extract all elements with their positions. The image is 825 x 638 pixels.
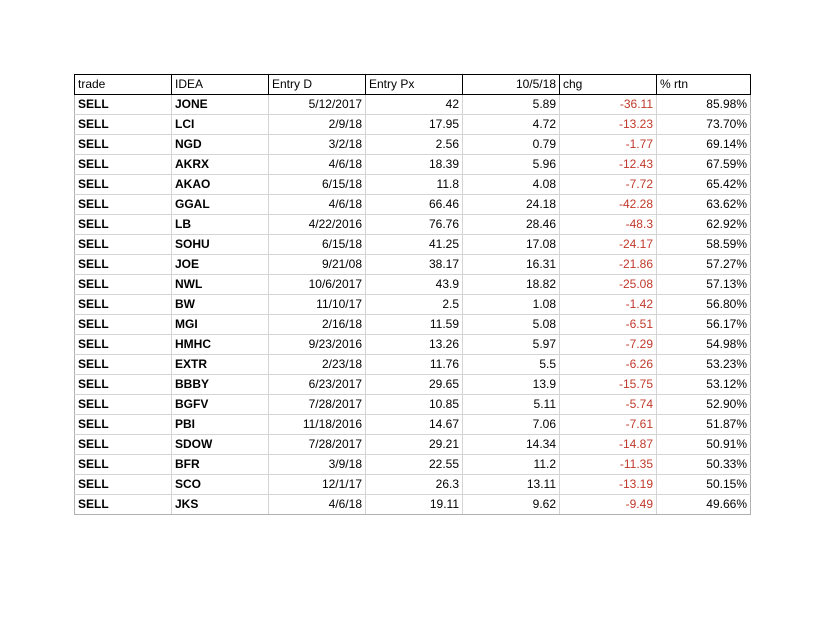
cell-entry-px[interactable]: 38.17 — [366, 255, 463, 275]
cell-idea[interactable]: PBI — [172, 415, 269, 435]
cell-rtn[interactable]: 57.27% — [657, 255, 751, 275]
cell-idea[interactable]: BFR — [172, 455, 269, 475]
cell-idea[interactable]: BW — [172, 295, 269, 315]
cell-rtn[interactable]: 52.90% — [657, 395, 751, 415]
cell-entry-date[interactable]: 7/28/2017 — [269, 395, 366, 415]
cell-idea[interactable]: AKRX — [172, 155, 269, 175]
cell-entry-px[interactable]: 41.25 — [366, 235, 463, 255]
cell-entry-date[interactable]: 3/2/18 — [269, 135, 366, 155]
cell-entry-date[interactable]: 11/18/2016 — [269, 415, 366, 435]
cell-rtn[interactable]: 58.59% — [657, 235, 751, 255]
cell-entry-px[interactable]: 29.65 — [366, 375, 463, 395]
cell-entry-px[interactable]: 14.67 — [366, 415, 463, 435]
cell-entry-date[interactable]: 11/10/17 — [269, 295, 366, 315]
cell-rtn[interactable]: 50.33% — [657, 455, 751, 475]
cell-chg[interactable]: -1.42 — [560, 295, 657, 315]
cell-entry-px[interactable]: 66.46 — [366, 195, 463, 215]
header-entry-px[interactable]: Entry Px — [366, 75, 463, 95]
cell-entry-date[interactable]: 12/1/17 — [269, 475, 366, 495]
cell-entry-px[interactable]: 11.76 — [366, 355, 463, 375]
cell-current-price[interactable]: 13.9 — [463, 375, 560, 395]
cell-trade[interactable]: SELL — [75, 135, 172, 155]
cell-entry-px[interactable]: 19.11 — [366, 495, 463, 515]
cell-trade[interactable]: SELL — [75, 275, 172, 295]
cell-trade[interactable]: SELL — [75, 295, 172, 315]
table-row — [75, 395, 751, 415]
cell-idea[interactable]: SOHU — [172, 235, 269, 255]
table-row — [75, 475, 751, 495]
cell-idea[interactable]: AKAO — [172, 175, 269, 195]
table-row — [75, 115, 751, 135]
cell-idea[interactable]: SDOW — [172, 435, 269, 455]
cell-current-price[interactable]: 18.82 — [463, 275, 560, 295]
header-rtn[interactable]: % rtn — [657, 75, 751, 95]
cell-chg[interactable]: -14.87 — [560, 435, 657, 455]
cell-rtn[interactable]: 69.14% — [657, 135, 751, 155]
cell-rtn[interactable]: 50.91% — [657, 435, 751, 455]
cell-trade[interactable]: SELL — [75, 355, 172, 375]
cell-current-price[interactable]: 24.18 — [463, 195, 560, 215]
cell-idea[interactable]: NGD — [172, 135, 269, 155]
cell-current-price[interactable]: 9.62 — [463, 495, 560, 515]
cell-current-price[interactable]: 4.08 — [463, 175, 560, 195]
cell-current-price[interactable]: 5.89 — [463, 95, 560, 115]
cell-chg[interactable]: -1.77 — [560, 135, 657, 155]
cell-entry-date[interactable]: 4/6/18 — [269, 195, 366, 215]
header-chg[interactable]: chg — [560, 75, 657, 95]
cell-entry-px[interactable]: 29.21 — [366, 435, 463, 455]
cell-trade[interactable]: SELL — [75, 335, 172, 355]
cell-idea[interactable]: MGI — [172, 315, 269, 335]
cell-chg[interactable]: -42.28 — [560, 195, 657, 215]
trades-table — [74, 74, 751, 515]
cell-trade[interactable]: SELL — [75, 175, 172, 195]
header-idea[interactable]: IDEA — [172, 75, 269, 95]
table-row — [75, 335, 751, 355]
cell-chg[interactable]: -15.75 — [560, 375, 657, 395]
cell-trade[interactable]: SELL — [75, 235, 172, 255]
cell-chg[interactable]: -13.19 — [560, 475, 657, 495]
cell-entry-px[interactable]: 11.59 — [366, 315, 463, 335]
cell-rtn[interactable]: 85.98% — [657, 95, 751, 115]
cell-trade[interactable]: SELL — [75, 255, 172, 275]
cell-entry-px[interactable]: 22.55 — [366, 455, 463, 475]
cell-rtn[interactable]: 57.13% — [657, 275, 751, 295]
cell-trade[interactable]: SELL — [75, 375, 172, 395]
cell-entry-px[interactable]: 17.95 — [366, 115, 463, 135]
cell-chg[interactable]: -5.74 — [560, 395, 657, 415]
cell-rtn[interactable]: 56.80% — [657, 295, 751, 315]
table-row — [75, 175, 751, 195]
cell-current-price[interactable]: 28.46 — [463, 215, 560, 235]
cell-rtn[interactable]: 54.98% — [657, 335, 751, 355]
cell-entry-px[interactable]: 13.26 — [366, 335, 463, 355]
header-entry-date[interactable]: Entry D — [269, 75, 366, 95]
cell-trade[interactable]: SELL — [75, 155, 172, 175]
table-row — [75, 295, 751, 315]
cell-current-price[interactable]: 5.97 — [463, 335, 560, 355]
table-row — [75, 315, 751, 335]
cell-idea[interactable]: EXTR — [172, 355, 269, 375]
header-trade[interactable]: trade — [75, 75, 172, 95]
cell-current-price[interactable]: 16.31 — [463, 255, 560, 275]
header-current-price[interactable]: 10/5/18 — [463, 75, 560, 95]
cell-chg[interactable]: -6.51 — [560, 315, 657, 335]
cell-chg[interactable]: -6.26 — [560, 355, 657, 375]
cell-entry-date[interactable]: 6/15/18 — [269, 175, 366, 195]
cell-entry-px[interactable]: 2.56 — [366, 135, 463, 155]
cell-trade[interactable]: SELL — [75, 315, 172, 335]
cell-entry-px[interactable]: 10.85 — [366, 395, 463, 415]
cell-chg[interactable]: -7.61 — [560, 415, 657, 435]
cell-current-price[interactable]: 11.2 — [463, 455, 560, 475]
cell-trade[interactable]: SELL — [75, 455, 172, 475]
cell-idea[interactable]: SCO — [172, 475, 269, 495]
cell-chg[interactable]: -9.49 — [560, 495, 657, 515]
cell-current-price[interactable]: 5.11 — [463, 395, 560, 415]
cell-entry-px[interactable]: 42 — [366, 95, 463, 115]
cell-trade[interactable]: SELL — [75, 115, 172, 135]
cell-current-price[interactable]: 5.08 — [463, 315, 560, 335]
cell-idea[interactable]: HMHC — [172, 335, 269, 355]
cell-trade[interactable]: SELL — [75, 475, 172, 495]
cell-chg[interactable]: -25.08 — [560, 275, 657, 295]
cell-idea[interactable]: JKS — [172, 495, 269, 515]
cell-current-price[interactable]: 5.96 — [463, 155, 560, 175]
table-row — [75, 275, 751, 295]
cell-current-price[interactable]: 7.06 — [463, 415, 560, 435]
table-row — [75, 495, 751, 515]
cell-entry-px[interactable]: 11.8 — [366, 175, 463, 195]
cell-entry-px[interactable]: 26.3 — [366, 475, 463, 495]
cell-entry-px[interactable]: 76.76 — [366, 215, 463, 235]
cell-trade[interactable]: SELL — [75, 195, 172, 215]
cell-rtn[interactable]: 65.42% — [657, 175, 751, 195]
table-row — [75, 215, 751, 235]
cell-entry-date[interactable]: 6/23/2017 — [269, 375, 366, 395]
cell-entry-px[interactable]: 2.5 — [366, 295, 463, 315]
cell-current-price[interactable]: 0.79 — [463, 135, 560, 155]
cell-idea[interactable]: LCI — [172, 115, 269, 135]
cell-idea[interactable]: JONE — [172, 95, 269, 115]
cell-current-price[interactable]: 17.08 — [463, 235, 560, 255]
cell-entry-date[interactable]: 9/21/08 — [269, 255, 366, 275]
cell-entry-date[interactable]: 10/6/2017 — [269, 275, 366, 295]
cell-chg[interactable]: -7.29 — [560, 335, 657, 355]
cell-rtn[interactable]: 62.92% — [657, 215, 751, 235]
table-row — [75, 235, 751, 255]
cell-current-price[interactable]: 13.11 — [463, 475, 560, 495]
cell-entry-date[interactable]: 2/23/18 — [269, 355, 366, 375]
cell-rtn[interactable]: 50.15% — [657, 475, 751, 495]
table-row — [75, 95, 751, 115]
cell-trade[interactable]: SELL — [75, 395, 172, 415]
table-row — [75, 455, 751, 475]
cell-idea[interactable]: BBBY — [172, 375, 269, 395]
cell-entry-date[interactable]: 6/15/18 — [269, 235, 366, 255]
cell-chg[interactable]: -21.86 — [560, 255, 657, 275]
cell-idea[interactable]: JOE — [172, 255, 269, 275]
cell-entry-date[interactable]: 7/28/2017 — [269, 435, 366, 455]
table-row — [75, 155, 751, 175]
cell-idea[interactable]: LB — [172, 215, 269, 235]
cell-current-price[interactable]: 1.08 — [463, 295, 560, 315]
cell-idea[interactable]: NWL — [172, 275, 269, 295]
cell-entry-date[interactable]: 3/9/18 — [269, 455, 366, 475]
cell-chg[interactable]: -24.17 — [560, 235, 657, 255]
cell-chg[interactable]: -48.3 — [560, 215, 657, 235]
cell-trade[interactable]: SELL — [75, 435, 172, 455]
cell-trade[interactable]: SELL — [75, 495, 172, 515]
table-row — [75, 435, 751, 455]
cell-chg[interactable]: -11.35 — [560, 455, 657, 475]
table-row — [75, 255, 751, 275]
cell-rtn[interactable]: 56.17% — [657, 315, 751, 335]
cell-entry-px[interactable]: 18.39 — [366, 155, 463, 175]
cell-rtn[interactable]: 53.23% — [657, 355, 751, 375]
cell-rtn[interactable]: 63.62% — [657, 195, 751, 215]
cell-idea[interactable]: GGAL — [172, 195, 269, 215]
cell-entry-date[interactable]: 2/9/18 — [269, 115, 366, 135]
cell-entry-date[interactable]: 5/12/2017 — [269, 95, 366, 115]
table-row — [75, 415, 751, 435]
cell-rtn[interactable]: 49.66% — [657, 495, 751, 515]
table-row — [75, 375, 751, 395]
cell-trade[interactable]: SELL — [75, 215, 172, 235]
table-row — [75, 195, 751, 215]
cell-trade[interactable]: SELL — [75, 415, 172, 435]
table-row — [75, 135, 751, 155]
cell-entry-date[interactable]: 9/23/2016 — [269, 335, 366, 355]
cell-current-price[interactable]: 5.5 — [463, 355, 560, 375]
cell-entry-date[interactable]: 4/22/2016 — [269, 215, 366, 235]
table-row — [75, 355, 751, 375]
cell-chg[interactable]: -12.43 — [560, 155, 657, 175]
cell-idea[interactable]: BGFV — [172, 395, 269, 415]
cell-rtn[interactable]: 51.87% — [657, 415, 751, 435]
cell-chg[interactable]: -7.72 — [560, 175, 657, 195]
cell-chg[interactable]: -13.23 — [560, 115, 657, 135]
cell-entry-date[interactable]: 4/6/18 — [269, 155, 366, 175]
cell-entry-px[interactable]: 43.9 — [366, 275, 463, 295]
cell-current-price[interactable]: 14.34 — [463, 435, 560, 455]
cell-rtn[interactable]: 67.59% — [657, 155, 751, 175]
cell-rtn[interactable]: 53.12% — [657, 375, 751, 395]
header-row — [75, 75, 751, 95]
cell-entry-date[interactable]: 4/6/18 — [269, 495, 366, 515]
cell-rtn[interactable]: 73.70% — [657, 115, 751, 135]
cell-trade[interactable]: SELL — [75, 95, 172, 115]
cell-chg[interactable]: -36.11 — [560, 95, 657, 115]
cell-current-price[interactable]: 4.72 — [463, 115, 560, 135]
cell-entry-date[interactable]: 2/16/18 — [269, 315, 366, 335]
